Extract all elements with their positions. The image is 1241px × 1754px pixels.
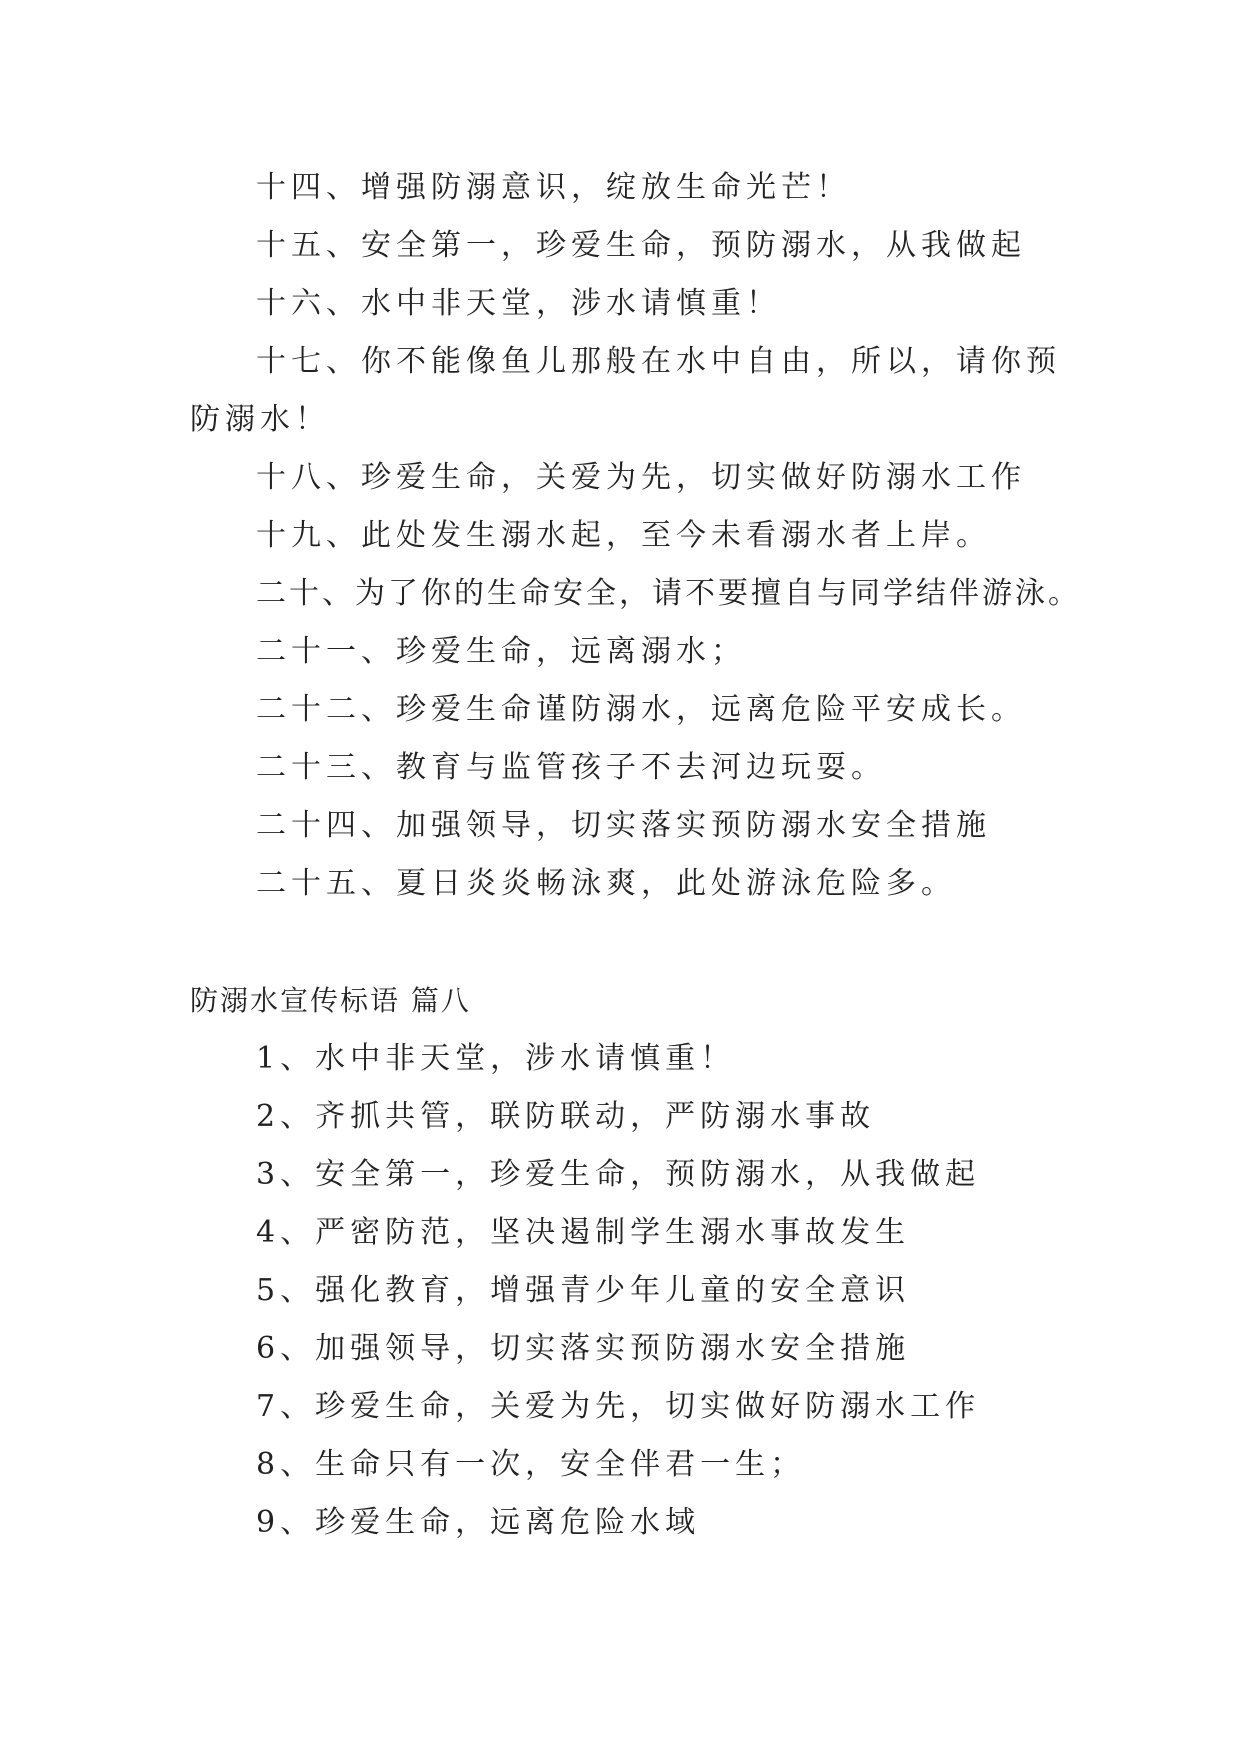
- slogan-item: 4、严密防范，坚决遏制学生溺水事故发生: [256, 1215, 911, 1250]
- slogan-item: 二十一、珍爱生命，远离溺水；: [256, 634, 746, 669]
- slogan-item: 十八、珍爱生命，关爱为先，切实做好防溺水工作: [256, 460, 1026, 495]
- slogan-item: 2、齐抓共管，联防联动，严防溺水事故: [256, 1099, 876, 1134]
- slogan-item: 8、生命只有一次，安全伴君一生；: [256, 1447, 806, 1482]
- slogan-item: 十五、安全第一，珍爱生命，预防溺水，从我做起: [256, 228, 1026, 263]
- slogan-item: 1、水中非天堂，涉水请慎重！: [256, 1041, 736, 1076]
- slogan-item: 3、安全第一，珍爱生命，预防溺水，从我做起: [256, 1157, 981, 1192]
- slogan-item: 6、加强领导，切实落实预防溺水安全措施: [256, 1331, 911, 1366]
- slogan-item: 十六、水中非天堂，涉水请慎重！: [256, 286, 781, 321]
- slogan-item: 7、珍爱生命，关爱为先，切实做好防溺水工作: [256, 1389, 981, 1424]
- slogan-item: 9、珍爱生命，远离危险水域: [256, 1505, 701, 1540]
- section-heading: 防溺水宣传标语 篇八: [190, 984, 471, 1017]
- slogan-item: 5、强化教育，增强青少年儿童的安全意识: [256, 1273, 911, 1308]
- slogan-item: 十九、此处发生溺水起，至今未看溺水者上岸。: [256, 518, 991, 553]
- slogan-item: 二十三、教育与监管孩子不去河边玩耍。: [256, 750, 886, 785]
- slogan-item: 二十四、加强领导，切实落实预防溺水安全措施: [256, 808, 991, 843]
- slogan-item: 二十、为了你的生命安全，请不要擅自与同学结伴游泳。: [256, 576, 1081, 611]
- slogan-item: 十七、你不能像鱼儿那般在水中自由，所以，请你预防溺水！: [190, 344, 1061, 437]
- slogan-item: 十四、增强防溺意识，绽放生命光芒！: [256, 170, 851, 205]
- slogan-item: 二十二、珍爱生命谨防溺水，远离危险平安成长。: [256, 692, 1026, 727]
- slogan-item: 二十五、夏日炎炎畅泳爽，此处游泳危险多。: [256, 866, 956, 901]
